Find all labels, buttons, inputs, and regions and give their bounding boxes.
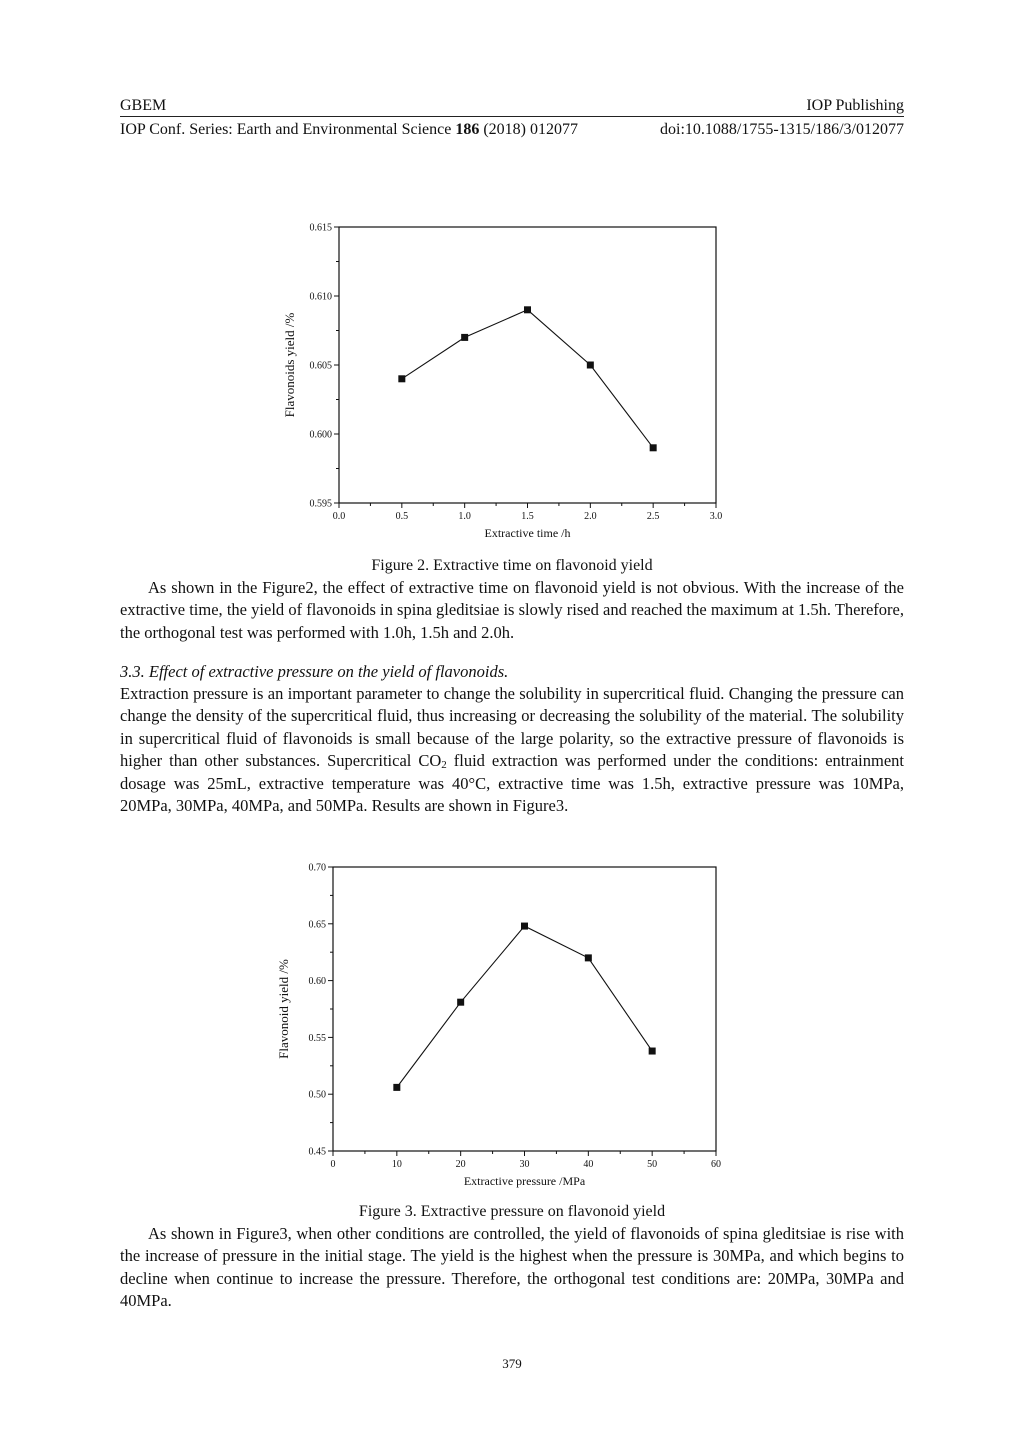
chart2-x-axis-label: Extractive time /h [484, 526, 571, 540]
chart2-y-axis-label: Flavonoids yield /% [282, 312, 297, 418]
citation-prefix: IOP Conf. Series: Earth and Environmental Science [120, 121, 456, 138]
doi: doi:10.1088/1755-1315/186/3/012077 [660, 121, 904, 138]
chart3-x-tick-label: 0 [330, 1159, 336, 1170]
chart3-data-point [649, 1048, 656, 1055]
chart2-x-tick-label: 2.5 [646, 511, 660, 522]
chart2-plot-frame [339, 227, 716, 503]
chart3-y-tick-label: 0.70 [308, 862, 326, 874]
running-header-left: GBEM [120, 97, 167, 114]
citation-line [120, 120, 578, 140]
chart2-x-tick-label: 2.0 [584, 511, 597, 522]
chart3-series-line [397, 926, 652, 1087]
page-number: 379 [502, 1356, 522, 1371]
chart2-y-tick-label: 0.615 [309, 222, 332, 234]
chart2-data-point [650, 444, 657, 451]
figure-3-chart [270, 855, 740, 1200]
chart2-x-tick-label: 3.0 [709, 511, 723, 522]
chart2-y-tick-label: 0.600 [309, 429, 332, 441]
chart2-x-tick-label: 0.0 [332, 511, 346, 522]
chart3-x-tick-label: 50 [647, 1159, 658, 1170]
chart3-y-axis-label: Flavonoid yield /% [276, 959, 291, 1059]
chart3-y-tick-label: 0.55 [308, 1032, 326, 1044]
chart3-data-point [393, 1084, 400, 1091]
chart2-y-tick-label: 0.605 [309, 360, 332, 372]
paragraph-pressure-part2: fluid extraction was performed under the conditions: entrainment dosage was 25mL, extractive temperature was 40°C, extractive time was 1.5h, extractive pressure was 10MPa, 20MPa, 30MPa, 40MPa, and 50MPa. Results are shown in Figure3. [120, 751, 904, 816]
header-rule [120, 116, 904, 117]
chart3-data-point [521, 923, 528, 930]
chart3-x-tick-label: 40 [583, 1159, 594, 1170]
chart3-x-tick-label: 30 [519, 1159, 530, 1170]
chart3-y-tick-label: 0.45 [308, 1146, 326, 1158]
paragraph-pressure-method [120, 683, 904, 817]
section-title: 3.3. Effect of extractive pressure on the yield of flavonoids. [120, 662, 509, 681]
chart2-y-tick-label: 0.595 [309, 498, 332, 510]
paragraph-figure3-discussion: As shown in Figure3, when other conditions are controlled, the yield of flavonoids of spina gleditsiae is rise with the increase of pressure in the initial stage. The yield is the highest when the pressure is 30MPa, and which begins to decline when continue to increase the pressure. Therefore, the orthogonal test conditions are: 20MPa, 30MPa and 40MPa. [120, 1224, 904, 1311]
chart2-data-point [398, 375, 405, 382]
chart2-data-point [524, 306, 531, 313]
citation-volume: 186 [455, 121, 480, 138]
chart2-data-point [587, 362, 594, 369]
paragraph-pressure-part1: Extraction pressure is an important parameter to change the solubility in supercritical fluid. Changing the pressure can change the density of the supercritical fluid, thus increasing or decreasing the solubility of the material. The solubility in supercritical fluid of flavonoids is small because of the large polarity, so the extractive pressure of flavonoids is higher than other substances. Supercritical CO [120, 684, 904, 771]
figure-3-caption: Figure 3. Extractive pressure on flavonoid yield [358, 1203, 666, 1220]
citation-suffix: (2018) 012077 [479, 121, 578, 138]
chart3-data-point [457, 999, 464, 1006]
chart2-x-tick-label: 1.5 [521, 511, 534, 522]
chart3-x-tick-label: 10 [391, 1159, 402, 1170]
chart3-x-axis-label: Extractive pressure /MPa [463, 1174, 586, 1188]
figure-2-chart [270, 210, 740, 550]
chart2-x-tick-label: 0.5 [395, 511, 409, 522]
co2-subscript: 2 [441, 759, 447, 772]
chart3-y-tick-label: 0.60 [308, 976, 326, 988]
chart3-data-point [585, 954, 592, 961]
paragraph-figure2-discussion: As shown in the Figure2, the effect of extractive time on flavonoid yield is not obvious. With the increase of the extractive time, the yield of flavonoids in spina gleditsiae is slowly rised and reached the maximum at 1.5h. Therefore, the orthogonal test was performed with 1.0h, 1.5h and 2.0h. [120, 578, 904, 642]
chart2-x-tick-label: 1.0 [458, 511, 471, 522]
chart3-y-tick-label: 0.65 [308, 919, 326, 931]
chart3-x-tick-label: 20 [455, 1159, 466, 1170]
chart2-series-line [402, 310, 653, 448]
running-header-right: IOP Publishing [806, 97, 904, 114]
chart3-plot-frame [333, 867, 716, 1151]
chart3-x-tick-label: 60 [711, 1159, 721, 1170]
chart2-y-tick-label: 0.610 [309, 291, 332, 303]
chart3-y-tick-label: 0.50 [308, 1089, 326, 1101]
figure-2-caption: Figure 2. Extractive time on flavonoid yield [371, 557, 653, 574]
chart2-data-point [461, 334, 468, 341]
